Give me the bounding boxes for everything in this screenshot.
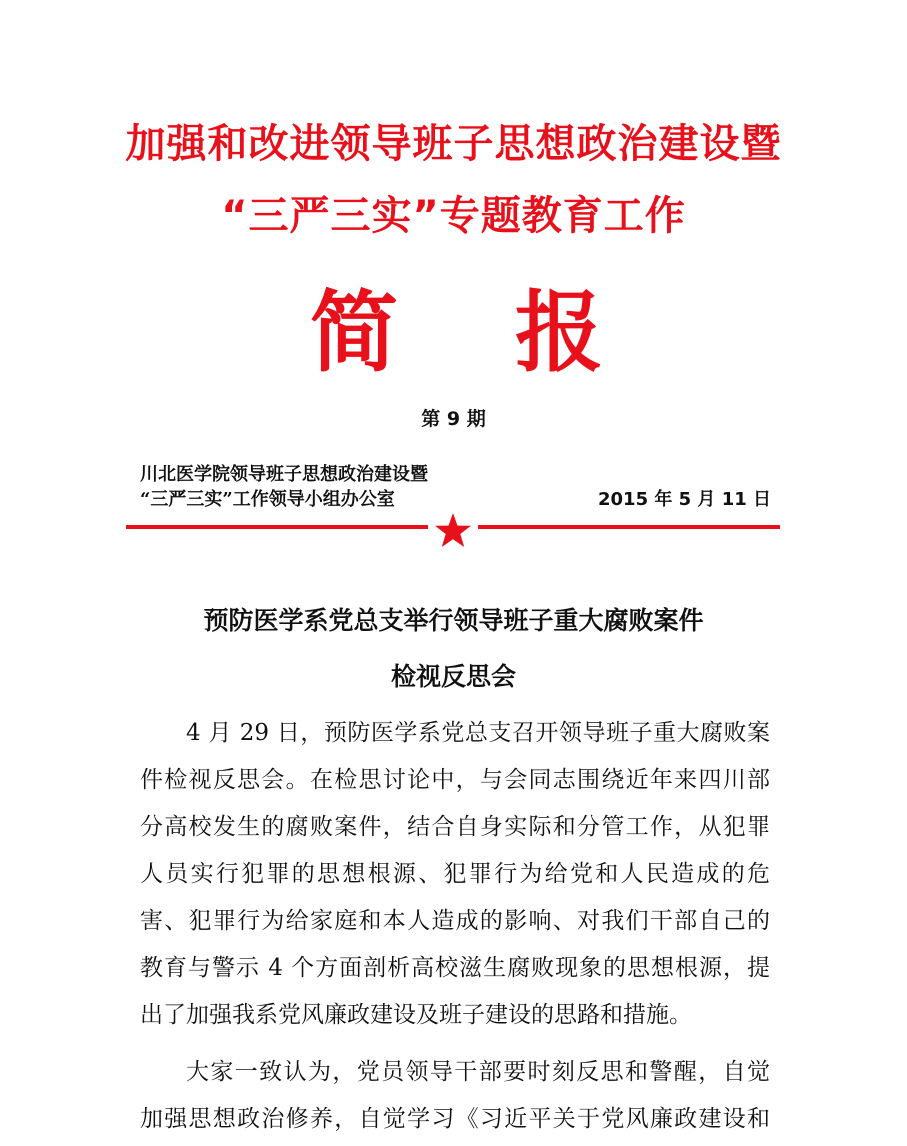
issue-number: 第 9 期	[421, 408, 486, 430]
bulletin-heading-char-2: 报	[515, 280, 604, 384]
paragraph-1-line-7: 出了加强我系党风廉政建设及班子建设的思路和措施。	[140, 1002, 692, 1028]
red-divider-left	[126, 525, 428, 529]
issuer-line-2: “三严三实”工作领导小组办公室	[140, 489, 395, 510]
article-title-line-2: 检视反思会	[390, 662, 516, 691]
issue-date: 2015 年 5 月 11 日	[598, 489, 772, 510]
paragraph-1-line-3: 分高校发生的腐败案件，结合自身实际和分管工作，从犯罪	[140, 814, 770, 840]
paragraph-1-line-2: 件检视反思会。在检思讨论中，与会同志围绕近年来四川部	[140, 767, 770, 793]
paragraph-1-line-4: 人员实行犯罪的思想根源、犯罪行为给党和人民造成的危	[140, 861, 770, 887]
bulletin-title-line-2: “三严三实”专题教育工作	[221, 193, 686, 239]
paragraph-1-line-5: 害、犯罪行为给家庭和本人造成的影响、对我们干部自己的	[140, 908, 770, 934]
paragraph-2-line-2: 加强思想政治修养，自觉学习《习近平关于党风廉政建设和	[140, 1106, 770, 1132]
paragraph-1-line-6: 教育与警示 4 个方面剖析高校滋生腐败现象的思想根源，提	[140, 955, 770, 981]
article-title-line-1: 预防医学系党总支举行领导班子重大腐败案件	[203, 606, 704, 635]
star-icon	[434, 512, 472, 550]
paragraph-2-line-1: 大家一致认为，党员领导干部要时刻反思和警醒，自觉	[186, 1059, 770, 1085]
bulletin-title-line-1: 加强和改进领导班子思想政治建设暨	[125, 121, 782, 167]
red-divider-right	[478, 525, 780, 529]
issuer-line-1: 川北医学院领导班子思想政治建设暨	[140, 464, 428, 485]
paragraph-1-line-1: 4 月 29 日，预防医学系党总支召开领导班子重大腐败案	[186, 720, 770, 746]
bulletin-heading-char-1: 简	[310, 280, 399, 384]
